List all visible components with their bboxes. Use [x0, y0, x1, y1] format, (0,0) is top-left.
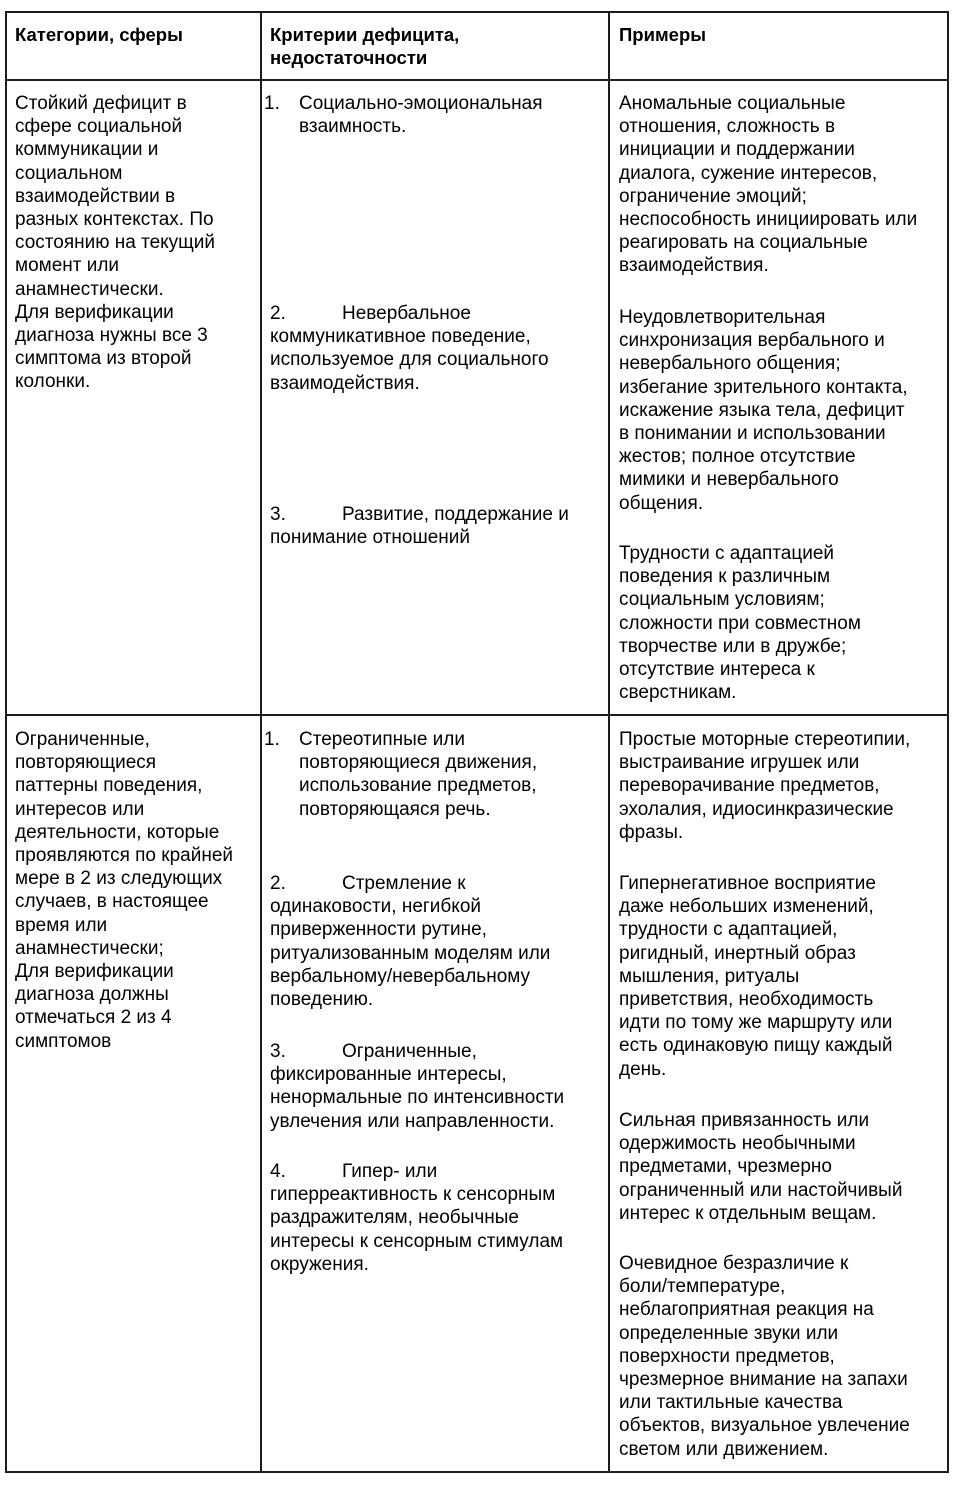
header-examples-label: Примеры [619, 24, 707, 45]
example-text-line: социальным условиям; [619, 589, 825, 611]
example-text-line: общения. [619, 492, 704, 514]
example-text-line: определенные звуки или [619, 1322, 839, 1344]
category-text-line: социальном [15, 162, 123, 184]
criterion-number: 3. [270, 1041, 286, 1062]
criterion-text-line: использование предметов, [299, 775, 537, 797]
example-text-line: Очевидное безразличие к [619, 1253, 849, 1274]
example-text-line: взаимодействия. [619, 255, 769, 277]
criterion-text-line: понимание отношений [270, 527, 470, 549]
criterion-text-line: увлечения или направленности. [270, 1110, 555, 1132]
category-text-line: анамнестически. [15, 278, 164, 300]
example-text-line: Сильная привязанность или [619, 1110, 870, 1131]
criterion-text-line: повторяющаяся речь. [299, 798, 491, 820]
criterion-text-line: взаимность. [299, 116, 407, 138]
example-text-line: поведения к различным [619, 566, 831, 588]
example-text-line: инициации и поддержании [619, 139, 855, 161]
category-text-line: анамнестически; [15, 937, 164, 959]
example-text-line: предметами, чрезмерно [619, 1156, 832, 1178]
example-text-line: отсутствие интереса к [619, 659, 815, 680]
category-text-line: взаимодействии в [15, 185, 176, 207]
example-text-line: избегание зрительного контакта, [619, 376, 908, 398]
example-text-line: или тактильные качества [619, 1392, 843, 1414]
category-text-line: колонки. [15, 371, 91, 393]
example-text-line: ограниченный или настойчивый [619, 1179, 903, 1201]
example-text-line: невербального общения; [619, 353, 841, 375]
criterion-number: 2. [270, 873, 286, 894]
criterion-text-line: Стремление к [342, 873, 466, 894]
example-text-line: мышления, ритуалы [619, 965, 800, 987]
criterion-text-line: используемое для социального [270, 349, 549, 371]
category-text-line: симптома из второй [15, 348, 192, 370]
criterion-text-line: Стереотипные или [299, 729, 465, 750]
example-text-line: в понимании и использовании [619, 423, 886, 444]
example-text-line: идти по тому же маршруту или [619, 1012, 893, 1034]
category-text-line: паттерны поведения, [15, 775, 203, 797]
criterion-text-line: приверженности рутине, [270, 919, 487, 941]
category-text-line: момент или [15, 255, 120, 277]
criterion-text-line: Развитие, поддержание и [342, 504, 569, 525]
category-text-line: диагноза нужны все 3 [15, 325, 208, 346]
criterion-text-line: Социально-эмоциональная [299, 93, 543, 114]
criterion-number: 1. [264, 729, 280, 750]
category-text-line: Стойкий дефицит в [15, 93, 187, 114]
header-criteria [270, 23, 459, 69]
category-text-line: диагноза должны [15, 984, 169, 1006]
table-border-left [5, 11, 7, 1473]
example-text-line: переворачивание предметов, [619, 775, 880, 797]
example-text-line: фразы. [619, 821, 684, 843]
example-text-line: эхолалия, идиосинкразические [619, 798, 894, 820]
example-text-line: Простые моторные стереотипии, [619, 729, 911, 750]
category-text-line: повторяющиеся [15, 752, 157, 774]
criterion-text-line: одинаковости, негибкой [270, 896, 482, 918]
criterion-text-line: ненормальные по интенсивности [270, 1087, 565, 1109]
example-text-line: ограничение эмоций; [619, 185, 807, 207]
header-categories-label: Категории, сферы [15, 24, 183, 45]
header-criteria-line-1: Критерии дефицита, [270, 24, 460, 45]
example-text-line: творчестве или в дружбе; [619, 635, 847, 657]
example-text-line: приветствия, необходимость [619, 989, 874, 1010]
header-categories [15, 23, 183, 46]
example-text-line: искажение языка тела, дефицит [619, 399, 905, 421]
example-text-line: выстраивание игрушек или [619, 752, 860, 774]
category-text-line: Ограниченные, [15, 729, 150, 750]
example-text-line: Гипернегативное восприятие [619, 873, 876, 894]
criterion-number: 3. [270, 504, 286, 525]
example-text-line: интерес к отдельным вещам. [619, 1202, 877, 1224]
row-divider [5, 714, 949, 716]
criterion-text-line: повторяющиеся движения, [299, 752, 538, 774]
category-text-line: отмечаться 2 из 4 [15, 1007, 172, 1029]
example-text-line: неспособность инициировать или [619, 209, 918, 230]
category-text-line: сфере социальной [15, 116, 183, 138]
criterion-text-line: взаимодействия. [270, 372, 420, 394]
criterion-number: 2. [270, 303, 286, 324]
example-text-line: сложности при совместном [619, 612, 861, 634]
criterion-text-line: интересы к сенсорным стимулам [270, 1230, 564, 1252]
example-text-line: объектов, визуальное увлечение [619, 1415, 910, 1437]
example-text-line: чрезмерное внимание на запахи [619, 1369, 908, 1390]
table-border-right [947, 11, 949, 1473]
header-divider [5, 79, 949, 81]
category-text-line: симптомов [15, 1030, 112, 1052]
category-text-line: интересов или [15, 798, 145, 820]
criterion-number: 1. [264, 93, 280, 114]
category-text-line: разных контекстах. По [15, 209, 214, 230]
category-text-line: проявляются по крайней [15, 845, 233, 866]
category-text-line: Для верификации [15, 961, 174, 982]
criterion-text-line: раздражителям, необычные [270, 1207, 519, 1229]
column-divider-1 [260, 11, 262, 1473]
header-criteria-line-2: недостаточности [270, 47, 428, 69]
criterion-text-line: поведению. [270, 989, 374, 1010]
category-text-line: коммуникации и [15, 139, 159, 161]
example-text-line: синхронизация вербального и [619, 330, 885, 352]
criterion-text-line: окружения. [270, 1253, 369, 1275]
example-text-line: Неудовлетворительная [619, 307, 826, 328]
example-text-line: диалога, сужение интересов, [619, 162, 878, 184]
example-text-line: одержимость необычными [619, 1133, 856, 1155]
example-text-line: жестов; полное отсутствие [619, 446, 856, 468]
example-text-line: Трудности с адаптацией [619, 543, 835, 564]
example-text-line: мимики и невербального [619, 469, 839, 491]
example-text-line: отношения, сложность в [619, 116, 836, 138]
criterion-text-line: Гипер- или [342, 1161, 438, 1182]
example-text-line: сверстникам. [619, 682, 737, 704]
criterion-number: 4. [270, 1161, 286, 1182]
example-text-line: трудности с адаптацией, [619, 919, 838, 941]
category-text-line: случаев, в настоящее [15, 891, 209, 913]
category-text-line: Для верификации [15, 301, 174, 323]
header-examples [619, 23, 706, 46]
example-text-line: Аномальные социальные [619, 93, 846, 114]
criterion-text-line: Невербальное [342, 303, 471, 324]
example-text-line: неблагоприятная реакция на [619, 1299, 874, 1321]
example-text-line: реагировать на социальные [619, 232, 868, 254]
category-text-line: мере в 2 из следующих [15, 868, 223, 890]
example-text-line: боли/температуре, [619, 1276, 786, 1298]
example-text-line: ригидный, инертный образ [619, 942, 856, 964]
example-text-line: есть одинаковую пищу каждый [619, 1035, 893, 1057]
criterion-text-line: вербальному/невербальному [270, 965, 531, 987]
criterion-text-line: Ограниченные, [342, 1041, 477, 1062]
example-text-line: поверхности предметов, [619, 1345, 835, 1367]
table-border-bottom [5, 1471, 949, 1473]
example-text-line: день. [619, 1058, 667, 1080]
category-text-line: деятельности, которые [15, 821, 220, 843]
criterion-text-line: коммуникативное поведение, [270, 326, 531, 348]
example-text-line: даже небольших изменений, [619, 896, 874, 918]
category-text-line: время или [15, 914, 108, 936]
column-divider-2 [608, 11, 610, 1473]
criterion-text-line: гиперреактивность к сенсорным [270, 1184, 556, 1206]
table-border-top [5, 11, 949, 13]
example-text-line: светом или движением. [619, 1438, 829, 1460]
criterion-text-line: ритуализованным моделям или [270, 942, 551, 964]
criterion-text-line: фиксированные интересы, [270, 1064, 507, 1086]
category-text-line: состоянию на текущий [15, 232, 216, 254]
